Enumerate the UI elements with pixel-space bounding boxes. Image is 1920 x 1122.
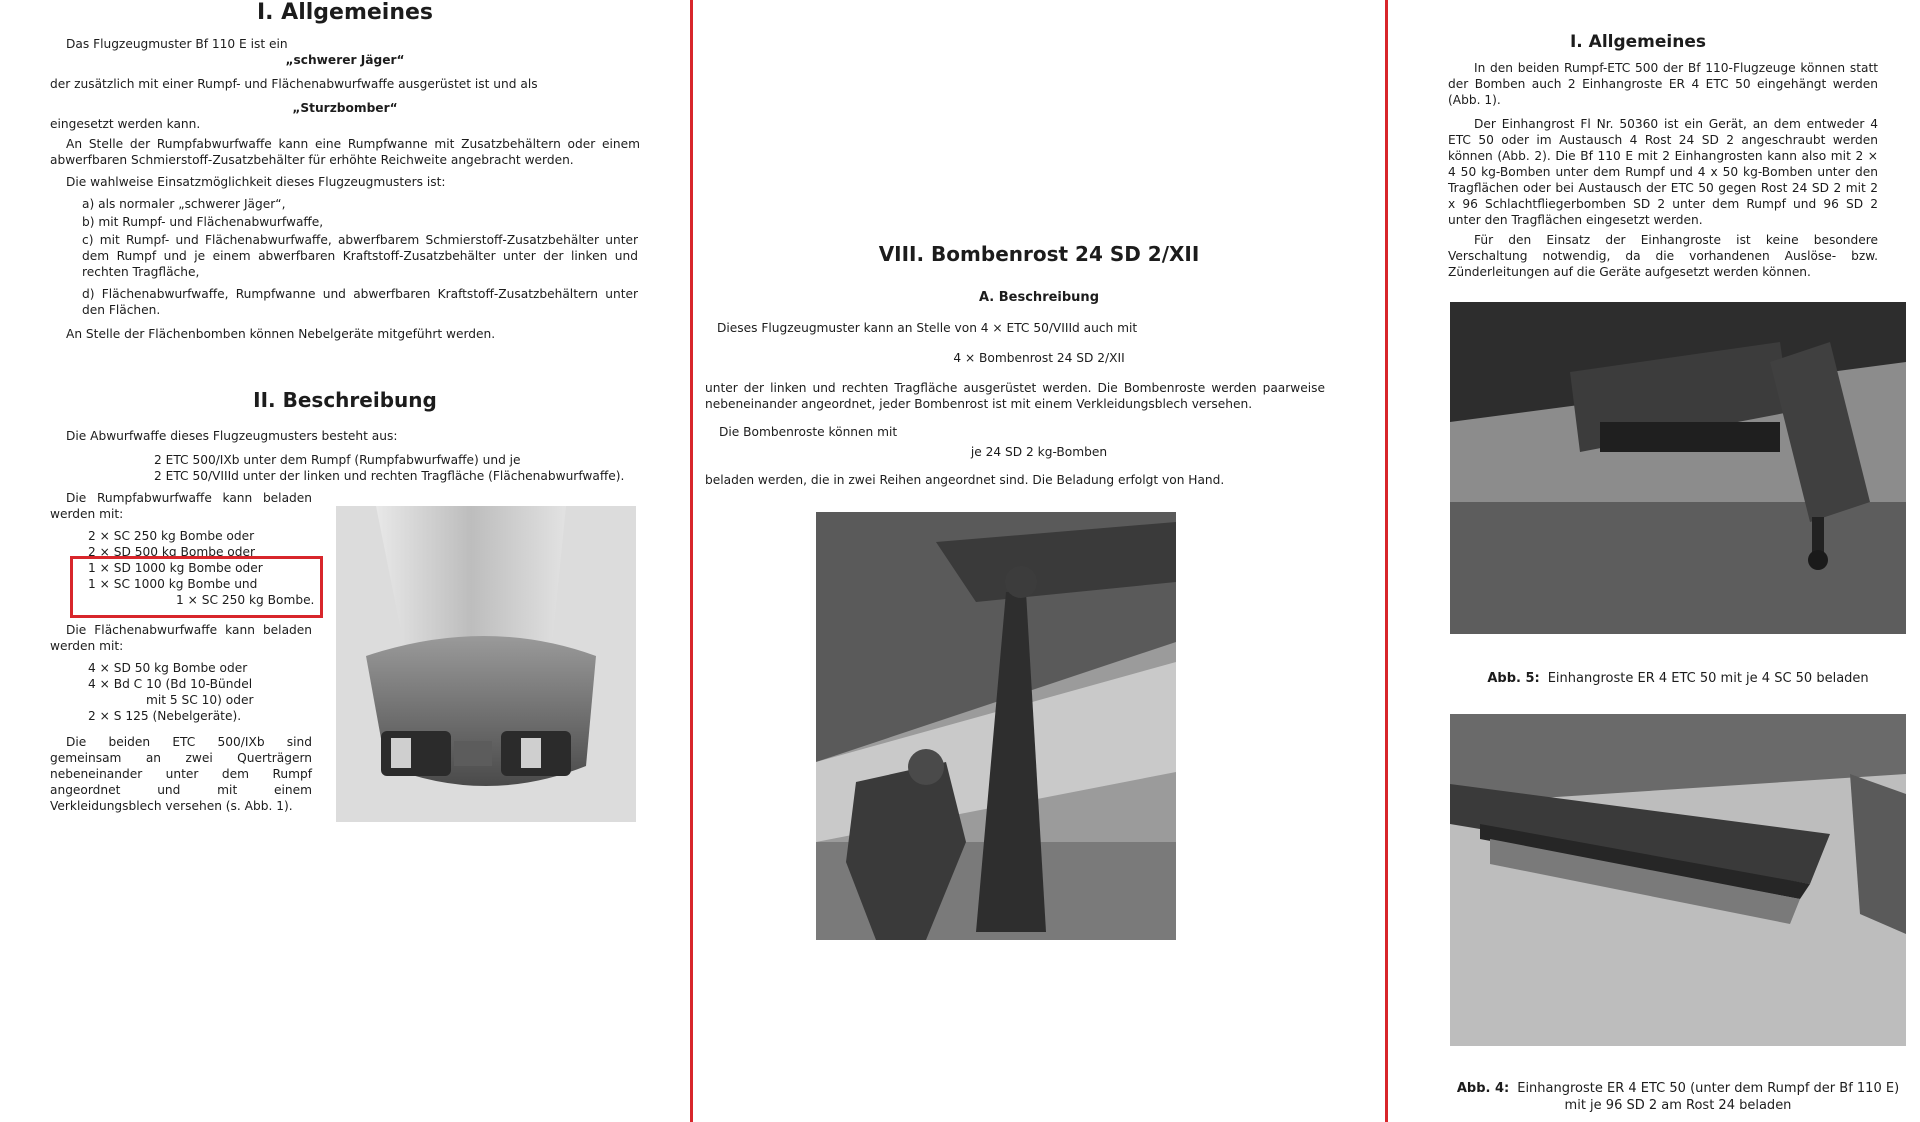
photo-aircraft-racks bbox=[1450, 302, 1906, 634]
left-paragraph-3: An Stelle der Flächenbomben können Nebelgeräte mitgeführt werden. bbox=[66, 327, 496, 341]
left-type-schwerer-jaeger: „schwerer Jäger“ bbox=[285, 53, 405, 67]
middle-document-page bbox=[693, 0, 1385, 1122]
left-description-text: Die Abwurfwaffe dieses Flugzeugmusters besteht aus: bbox=[66, 429, 398, 443]
middle-line-1: Dieses Flugzeugmuster kann an Stelle von 4 × ETC 50/VIIId auch mit bbox=[717, 321, 1138, 335]
left-used-text: eingesetzt werden kann. bbox=[50, 117, 201, 131]
middle-line-2: 4 × Bombenrost 24 SD 2/XII bbox=[953, 351, 1125, 365]
caption-abb-5-text: Einhangroste ER 4 ETC 50 mit je 4 SC 50 beladen bbox=[1547, 671, 1869, 686]
caption-abb-5 bbox=[1450, 670, 1906, 687]
photo-bomb-rack-loading bbox=[816, 512, 1176, 940]
left-type-sturzbomber: „Sturzbomber“ bbox=[292, 101, 398, 115]
left-closing-paragraph: Die beiden ETC 500/IXb sind gemeinsam an zwei Querträgern nebeneinander unter dem Rumpf angeordnet und mit einem Verkleidungsblech versehen (s. Abb. 1). bbox=[50, 735, 312, 813]
photo-rack-sd2-bombs bbox=[1450, 714, 1906, 1046]
middle-line-6: beladen werden, die in zwei Reihen angeordnet sind. Die Beladung erfolgt von Hand. bbox=[705, 473, 1225, 487]
left-flaeche-item: 4 × Bd C 10 (Bd 10-Bündel bbox=[88, 677, 253, 691]
left-intro-text: Das Flugzeugmuster Bf 110 E ist ein bbox=[66, 37, 288, 51]
left-option-d: d) Flächenabwurfwaffe, Rumpfwanne und abwerfbaren Kraftstoff-Zusatzbehältern unter den Flächen. bbox=[82, 287, 638, 317]
highlight-box bbox=[70, 556, 323, 618]
left-mid-text: der zusätzlich mit einer Rumpf- und Flächenabwurfwaffe ausgerüstet ist und als bbox=[50, 77, 538, 91]
left-rumpf-item: 1 × SC 1000 kg Bombe und bbox=[88, 577, 258, 591]
left-document-page bbox=[0, 0, 690, 1122]
middle-heading: VIII. Bombenrost 24 SD 2/XII bbox=[878, 242, 1200, 266]
left-heading-beschreibung: II. Beschreibung bbox=[253, 388, 437, 412]
right-heading: I. Allgemeines bbox=[1569, 32, 1707, 52]
middle-line-5: je 24 SD 2 kg-Bomben bbox=[970, 445, 1108, 459]
left-option-a: a) als normaler „schwerer Jäger“, bbox=[82, 197, 286, 211]
left-rumpf-item: 1 × SC 250 kg Bombe. bbox=[176, 593, 315, 607]
left-rumpf-item: 2 × SD 500 kg Bombe oder bbox=[88, 545, 256, 559]
left-rumpf-intro: Die Rumpfabwurfwaffe kann beladen werden mit: bbox=[50, 491, 312, 521]
left-option-c: c) mit Rumpf- und Flächenabwurfwaffe, abwerfbarem Schmierstoff-Zusatzbehälter unter dem Rumpf und je einem abwerfbaren Kraftstoff-Zusatzbehälter unter der linken und rechten Tragfläche, bbox=[82, 233, 638, 279]
left-paragraph-1: An Stelle der Rumpfabwurfwaffe kann eine Rumpfwanne mit Zusatzbehältern oder einem abwerfbaren Schmierstoff-Zusatzbehälter für erhöhte Reichweite angebracht werden. bbox=[50, 137, 640, 167]
left-etc-line-1: 2 ETC 500/IXb unter dem Rumpf (Rumpfabwurfwaffe) und je bbox=[154, 453, 521, 467]
left-rumpf-item: 2 × SC 250 kg Bombe oder bbox=[88, 529, 255, 543]
photo-fuselage-fairing bbox=[336, 506, 636, 822]
left-option-b: b) mit Rumpf- und Flächenabwurfwaffe, bbox=[82, 215, 324, 229]
caption-abb-5-label: Abb. 5: bbox=[1487, 671, 1540, 686]
left-heading-allgemeines: I. Allgemeines bbox=[256, 0, 434, 25]
left-rumpf-item: 1 × SD 1000 kg Bombe oder bbox=[88, 561, 263, 575]
left-flaeche-item: 2 × S 125 (Nebelgeräte). bbox=[88, 709, 242, 723]
right-paragraph-3: Für den Einsatz der Einhangroste ist keine besondere Verschaltung notwendig, da die vorhandenen Auslöse- bzw. Zünderleitungen auf die Geräte aufgesetzt werden können. bbox=[1448, 233, 1878, 279]
right-paragraph-2: Der Einhangrost Fl Nr. 50360 ist ein Gerät, an dem entweder 4 ETC 50 oder im Austausch 4 Rost 24 SD 2 angeschraubt werden können (Abb. 2). Die Bf 110 E mit 2 Einhangrosten kann also mit 2 × 4 50 kg-Bomben unter dem Rumpf und 4 x 50 kg-Bomben unter den Tragflächen oder bei Austausch der ETC 50 gegen Rost 24 SD 2 mit 2 x 96 Schlachtfliegerbomben SD 2 unter dem Rumpf und 96 SD 2 unter den Tragflächen eingesetzt werden. bbox=[1448, 117, 1878, 227]
caption-abb-4-text: Einhangroste ER 4 ETC 50 (unter dem Rumpf der Bf 110 E) mit je 96 SD 2 am Rost 24 beladen bbox=[1517, 1081, 1900, 1113]
middle-line-3: unter der linken und rechten Tragfläche ausgerüstet werden. Die Bombenroste werden paarweise nebeneinander angeordnet, jeder Bombenrost ist mit einem Verkleidungsblech versehen. bbox=[705, 381, 1325, 411]
middle-line-4: Die Bombenroste können mit bbox=[719, 425, 898, 439]
left-etc-line-2: 2 ETC 50/VIIId unter der linken und rechten Tragfläche (Flächenabwurfwaffe). bbox=[154, 469, 625, 483]
caption-abb-4 bbox=[1450, 1080, 1906, 1114]
caption-abb-4-label: Abb. 4: bbox=[1456, 1081, 1510, 1096]
left-flaeche-item: mit 5 SC 10) oder bbox=[146, 693, 254, 707]
right-document-page bbox=[1388, 0, 1920, 1122]
left-flaeche-item: 4 × SD 50 kg Bombe oder bbox=[88, 661, 248, 675]
right-paragraph-1: In den beiden Rumpf-ETC 500 der Bf 110-Flugzeuge können statt der Bomben auch 2 Einhangroste ER 4 ETC 50 eingehängt werden (Abb. 1). bbox=[1448, 61, 1878, 107]
left-flaeche-intro: Die Flächenabwurfwaffe kann beladen werden mit: bbox=[50, 623, 312, 653]
middle-subheading: A. Beschreibung bbox=[979, 290, 1099, 305]
left-paragraph-2: Die wahlweise Einsatzmöglichkeit dieses Flugzeugmusters ist: bbox=[66, 175, 446, 189]
